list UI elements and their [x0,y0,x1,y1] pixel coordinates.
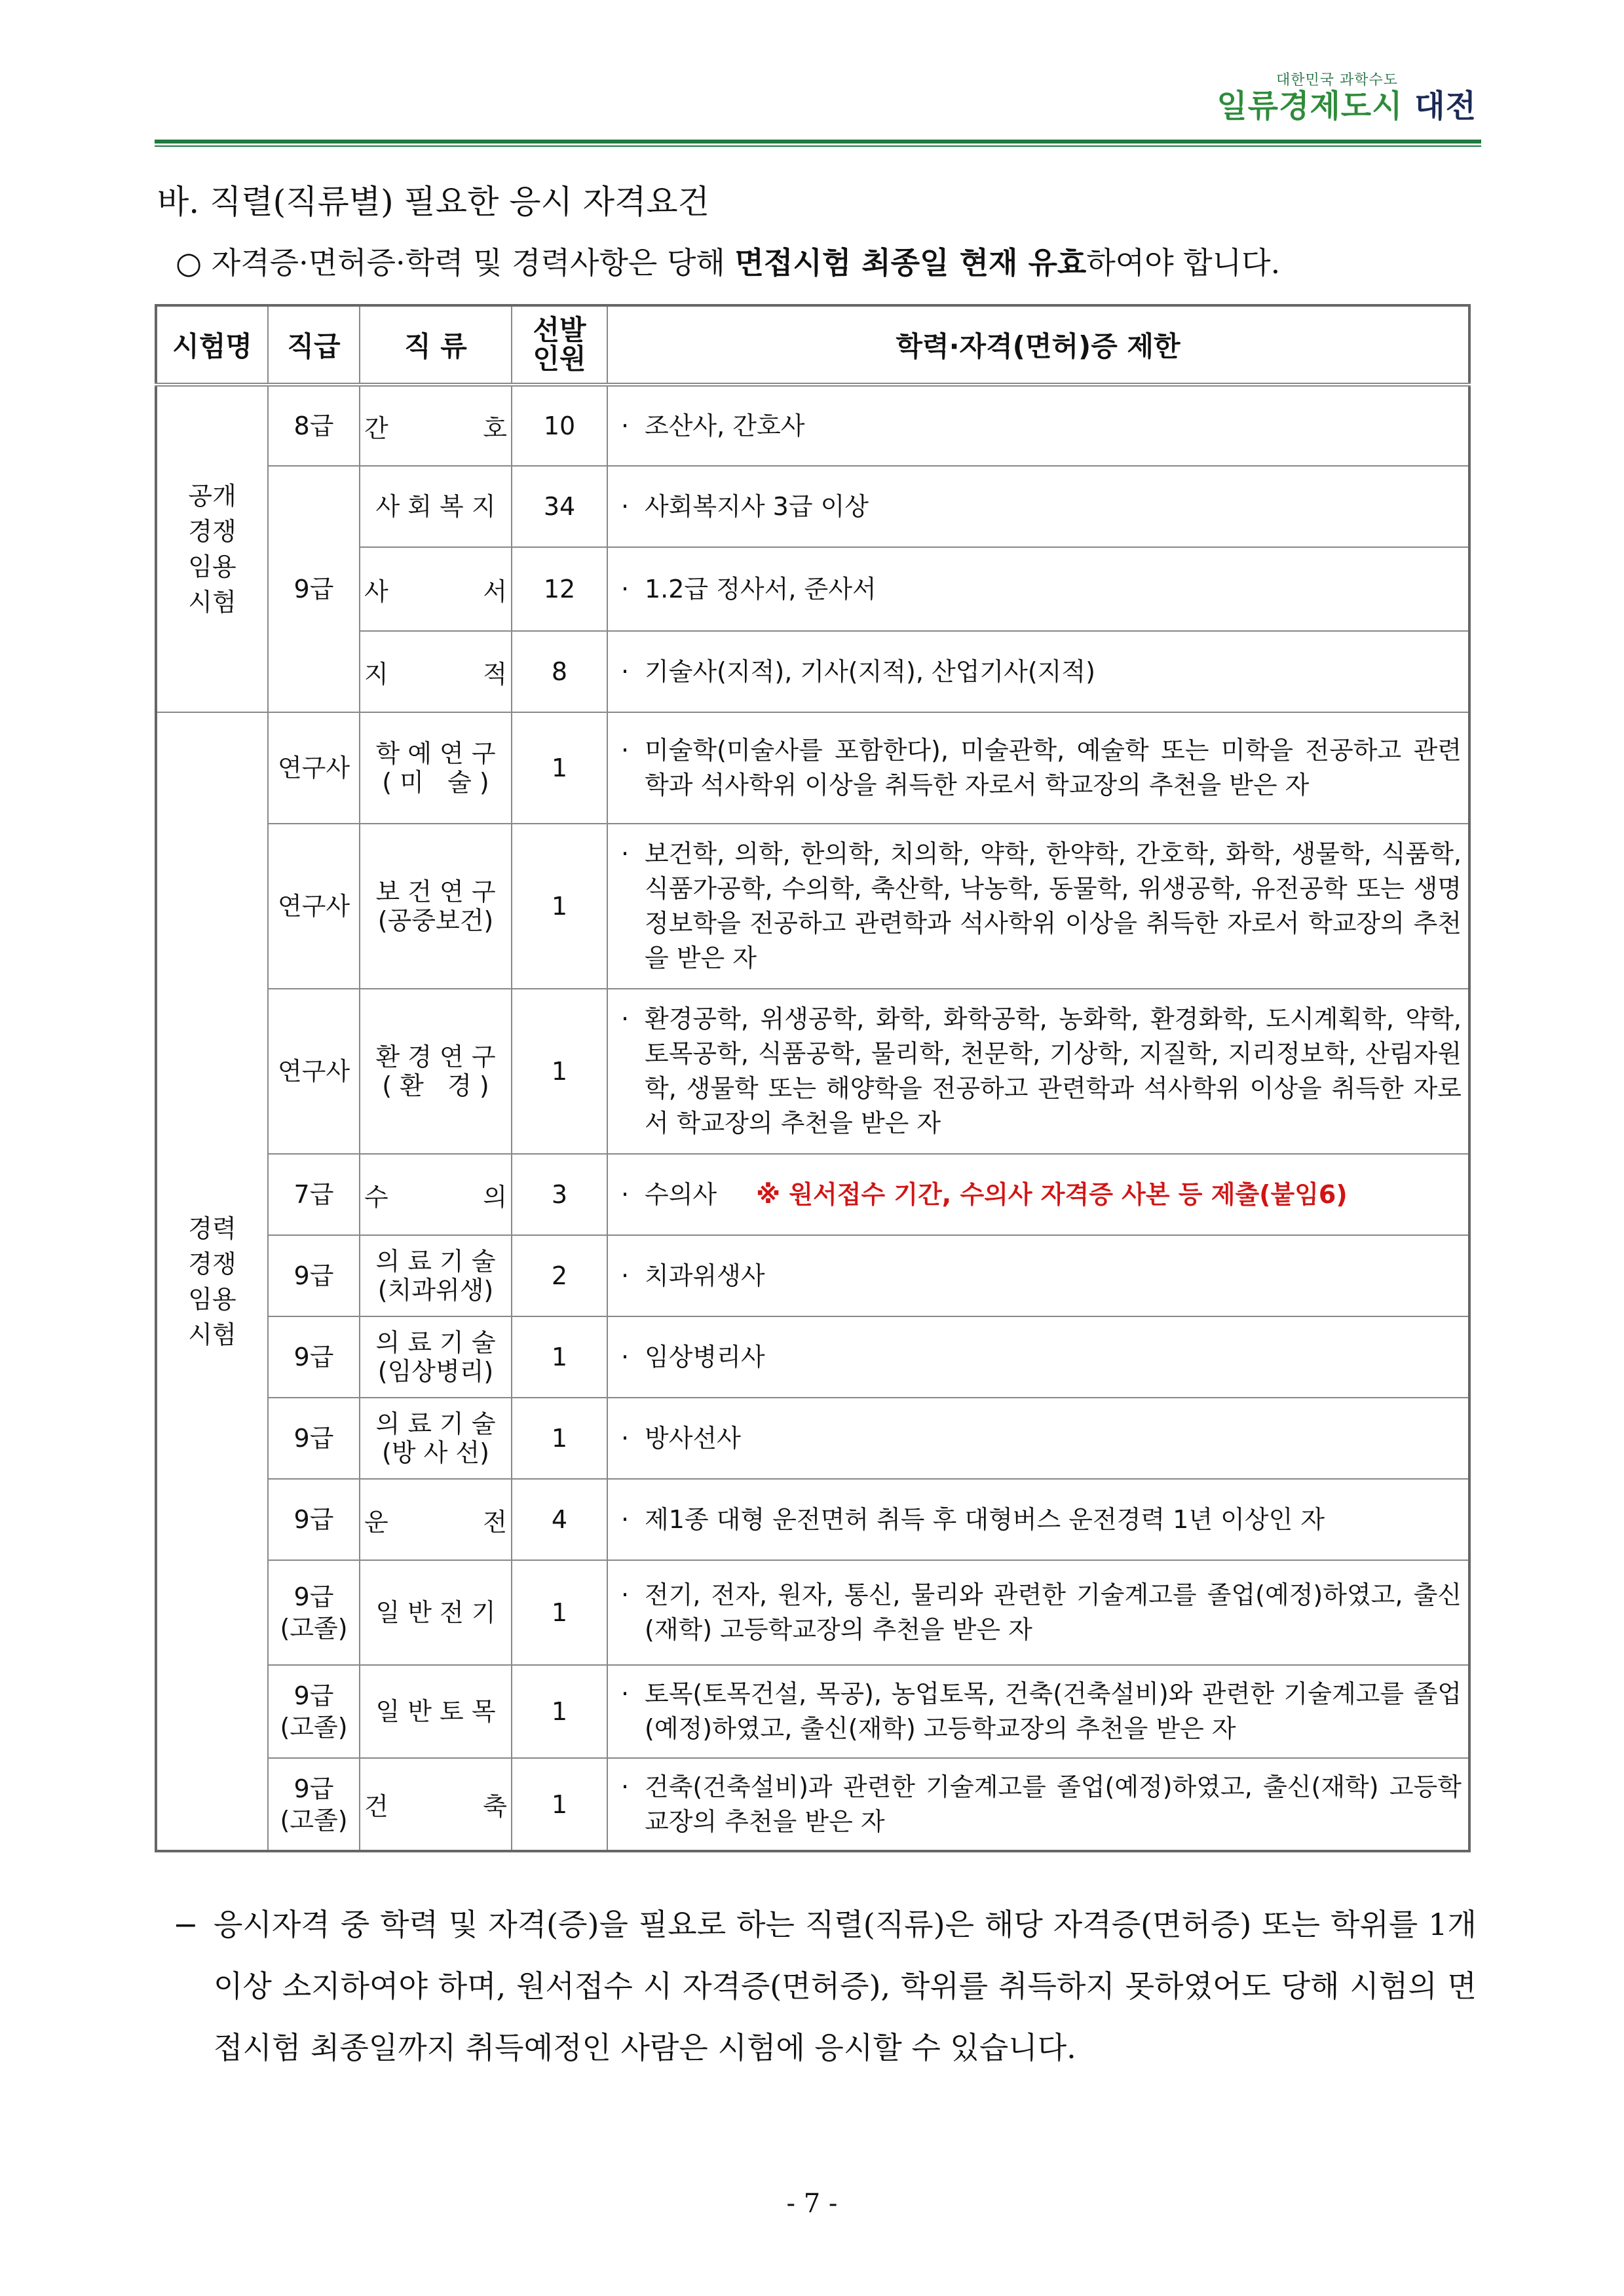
kind-cell [360,466,512,547]
kind-cell [360,385,512,466]
validity-note [176,239,1280,282]
kind-cell [360,1665,512,1758]
table-row [156,712,1469,824]
kind-line: 의 료 기 술 [375,1247,496,1276]
grade-line: (고졸) [280,1614,348,1643]
table-header-row [156,305,1469,385]
requirement-text: 환경공학, 위생공학, 화학, 화학공학, 농화학, 환경화학, 도시계획학, 약학, 토목공학, 식품공학, 물리학, 천문학, 기상학, 지질학, 지리정보학, 산림자원학, 생물학 또는 해양학을 전공하고 관련학과 석사학위 이상을 취득한 자로서 학교장의 추천을 받은 자 [645,1004,1462,1138]
count-cell: 1 [512,1316,607,1398]
requirement-cell [607,1154,1469,1235]
logo-subtitle: 대한민국 과학수도 [1275,72,1398,88]
requirement-text: 사회복지사 3급 이상 [645,491,869,521]
count-cell: 34 [512,466,607,547]
table-row [156,1316,1469,1398]
kind-cell [360,1398,512,1479]
bullet-dot: · [621,1179,630,1209]
bullet-dot: · [621,411,630,440]
count-cell: 1 [512,824,607,989]
grade-cell: 7급 [268,1154,360,1235]
requirement-cell [607,1560,1469,1665]
count-cell: 1 [512,989,607,1154]
requirement-text: 치과위생사 [645,1261,765,1290]
bullet-dot: · [621,1504,630,1534]
requirement-text: 1.2급 정사서, 준사서 [645,574,877,603]
submission-notice: ※ 원서접수 기간, 수의사 자격증 사본 등 제출(붙임6) [756,1179,1348,1209]
header-count: 선발 인원 [512,305,607,385]
bullet-dot: · [621,1342,630,1371]
requirement-text: 건축(건축설비)과 관련한 기술계고를 졸업(예정)하였고, 출신(재학) 고등학교장의 추천을 받은 자 [645,1772,1462,1836]
requirement-cell [607,1665,1469,1758]
bullet-dot: · [621,574,630,603]
count-cell: 4 [512,1479,607,1560]
requirements-table [155,304,1471,1852]
count-cell: 1 [512,712,607,824]
logo-main-blue: 대전 [1403,88,1477,124]
grade-line: 9급 [293,1774,334,1803]
logo-main [1217,89,1477,123]
note-text-pre: 자격증·면허증·학력 및 경력사항은 당해 [202,245,735,280]
kind-part: 의 [483,1182,507,1212]
count-cell: 8 [512,631,607,712]
requirement-text: 전기, 전자, 원자, 통신, 물리와 관련한 기술계고를 졸업(예정)하였고, 출신(재학) 고등학교장의 추천을 받은 자 [645,1580,1462,1644]
note-text-post: 하여야 합니다. [1086,245,1281,280]
kind-line: ( 환 경 ) [382,1071,489,1100]
kind-line: (공중보건) [377,906,494,935]
logo-main-green: 일류경제도시 [1217,88,1403,124]
table-row [156,1235,1469,1316]
kind-cell [360,1154,512,1235]
requirement-cell [607,631,1469,712]
grade-cell: 연구사 [268,989,360,1154]
kind-part: 서 [483,577,507,606]
kind-part: 운 [364,1507,388,1537]
requirement-text: 조산사, 간호사 [645,411,805,440]
kind-part: 호 [483,413,507,443]
group-open-competition: 공개 경쟁 임용 시험 [156,385,268,712]
grade-cell: 연구사 [268,824,360,989]
header-exam: 시험명 [156,305,268,385]
grade-cell [268,1758,360,1851]
requirement-text: 토목(토목건설, 목공), 농업토목, 건축(건축설비)와 관련한 기술계고를 졸업(예정)하였고, 출신(재학) 고등학교장의 추천을 받은 자 [645,1679,1462,1743]
kind-text: 사 회 복 지 [375,492,496,521]
requirement-cell [607,1398,1469,1479]
kind-part: 건 [364,1792,388,1821]
kind-line: 환 경 연 구 [375,1043,496,1071]
count-cell: 1 [512,1398,607,1479]
requirement-cell [607,466,1469,547]
kind-cell [360,1560,512,1665]
grade-cell: 연구사 [268,712,360,824]
header-grade: 직급 [268,305,360,385]
note-bullet: ○ [176,245,202,280]
grade-cell [268,1665,360,1758]
table-row [156,824,1469,989]
note-text-bold: 면접시험 최종일 현재 유효 [734,245,1087,280]
bullet-dot: · [621,1679,630,1708]
kind-cell [360,631,512,712]
kind-text: 일 반 토 목 [375,1697,496,1726]
kind-line: ( 미 술 ) [382,768,489,797]
requirement-text [645,1177,1462,1212]
kind-cell [360,1316,512,1398]
table-row [156,466,1469,547]
kind-cell [360,712,512,824]
grade-line: 9급 [293,1582,334,1611]
kind-line: 보 건 연 구 [375,877,496,906]
group-career-competition: 경력 경쟁 임용 시험 [156,712,268,1851]
kind-part: 수 [364,1182,388,1212]
kind-cell [360,824,512,989]
count-cell: 10 [512,385,607,466]
kind-cell [360,1235,512,1316]
requirement-cell [607,1758,1469,1851]
requirement-text: 보건학, 의학, 한의학, 치의학, 약학, 한약학, 간호학, 화학, 생물학, 식품학, 식품가공학, 수의학, 축산학, 낙농학, 동물학, 위생공학, 유전공학 또는 생명정보학을 전공하고 관련학과 석사학위 이상을 취득한 자로서 학교장의 추천을 받은 자 [645,839,1462,972]
grade-line: (고졸) [280,1713,348,1742]
page-number: - 7 - [786,2189,838,2219]
bullet-dot: · [621,1004,630,1033]
requirement-cell [607,1316,1469,1398]
kind-part: 지 [364,659,388,689]
bullet-dot: · [621,657,630,686]
kind-cell [360,547,512,631]
kind-line: 의 료 기 술 [375,1409,496,1438]
kind-cell [360,1758,512,1851]
count-cell: 1 [512,1665,607,1758]
table-row [156,1560,1469,1665]
requirement-text-main: 수의사 [645,1179,717,1209]
requirement-cell [607,824,1469,989]
footnote-text: 응시자격 중 학력 및 자격(증)을 필요로 하는 직렬(직류)은 해당 자격증(면허증) 또는 학위를 1개 이상 소지하여야 하며, 원서접수 시 자격증(면허증), 학위를 취득하지 못하였어도 당해 시험의 면접시험 최종일까지 취득예정인 사람은 시험에 응시할 수 있습니다. [214,1907,1477,2065]
requirement-text: 임상병리사 [645,1342,765,1371]
requirement-text: 제1종 대형 운전면허 취득 후 대형버스 운전경력 1년 이상인 자 [645,1504,1325,1534]
daejeon-logo [1217,69,1477,123]
table-row [156,1665,1469,1758]
table-row [156,385,1469,466]
grade-cell: 9급 [268,1398,360,1479]
kind-line: 학 예 연 구 [375,739,496,768]
kind-line: (치과위생) [377,1276,494,1305]
requirement-text: 방사선사 [645,1423,741,1453]
count-cell: 1 [512,1758,607,1851]
table-row [156,1154,1469,1235]
bullet-dot: · [621,1261,630,1290]
header-rule [155,140,1481,144]
requirement-cell [607,1479,1469,1560]
requirement-text: 기술사(지적), 기사(지적), 산업기사(지적) [645,657,1095,686]
requirement-cell [607,989,1469,1154]
bullet-dot: · [621,491,630,521]
grade-cell: 9급 [268,466,360,712]
grade-cell: 8급 [268,385,360,466]
bullet-dot: · [621,1423,630,1453]
kind-text: 일 반 전 기 [375,1598,496,1627]
grade-cell: 9급 [268,1316,360,1398]
header-requirement: 학력·자격(면허)증 제한 [607,305,1469,385]
requirement-cell [607,1235,1469,1316]
requirement-text: 미술학(미술사를 포함한다), 미술관학, 예술학 또는 미학을 전공하고 관련 학과 석사학위 이상을 취득한 자로서 학교장의 추천을 받은 자 [645,736,1462,799]
grade-line: (고졸) [280,1805,348,1835]
grade-cell [268,1560,360,1665]
table-row [156,989,1469,1154]
count-cell: 2 [512,1235,607,1316]
count-cell: 12 [512,547,607,631]
kind-cell [360,989,512,1154]
requirement-cell [607,547,1469,631]
kind-cell [360,1479,512,1560]
footnote [173,1894,1477,2078]
count-cell: 3 [512,1154,607,1235]
footnote-dash: − [173,1907,198,1942]
count-cell: 1 [512,1560,607,1665]
requirement-cell [607,385,1469,466]
section-title: 바. 직렬(직류별) 필요한 응시 자격요건 [157,183,709,221]
header-rule-thin [155,145,1481,147]
grade-cell: 9급 [268,1235,360,1316]
kind-part: 적 [483,659,507,689]
kind-part: 전 [483,1507,507,1537]
bullet-dot: · [621,839,630,868]
grade-line: 9급 [293,1681,334,1710]
kind-part: 간 [364,413,388,443]
kind-line: (임상병리) [377,1357,494,1386]
header-kind: 직 류 [360,305,512,385]
bullet-dot: · [621,1580,630,1609]
requirement-cell [607,712,1469,824]
table-row [156,1398,1469,1479]
bullet-dot: · [621,1772,630,1801]
kind-line: (방 사 선) [382,1438,489,1467]
table-row [156,1479,1469,1560]
grade-cell: 9급 [268,1479,360,1560]
kind-part: 축 [483,1792,507,1821]
kind-line: 의 료 기 술 [375,1328,496,1357]
bullet-dot: · [621,736,630,765]
table-row [156,1758,1469,1851]
kind-part: 사 [364,577,388,606]
